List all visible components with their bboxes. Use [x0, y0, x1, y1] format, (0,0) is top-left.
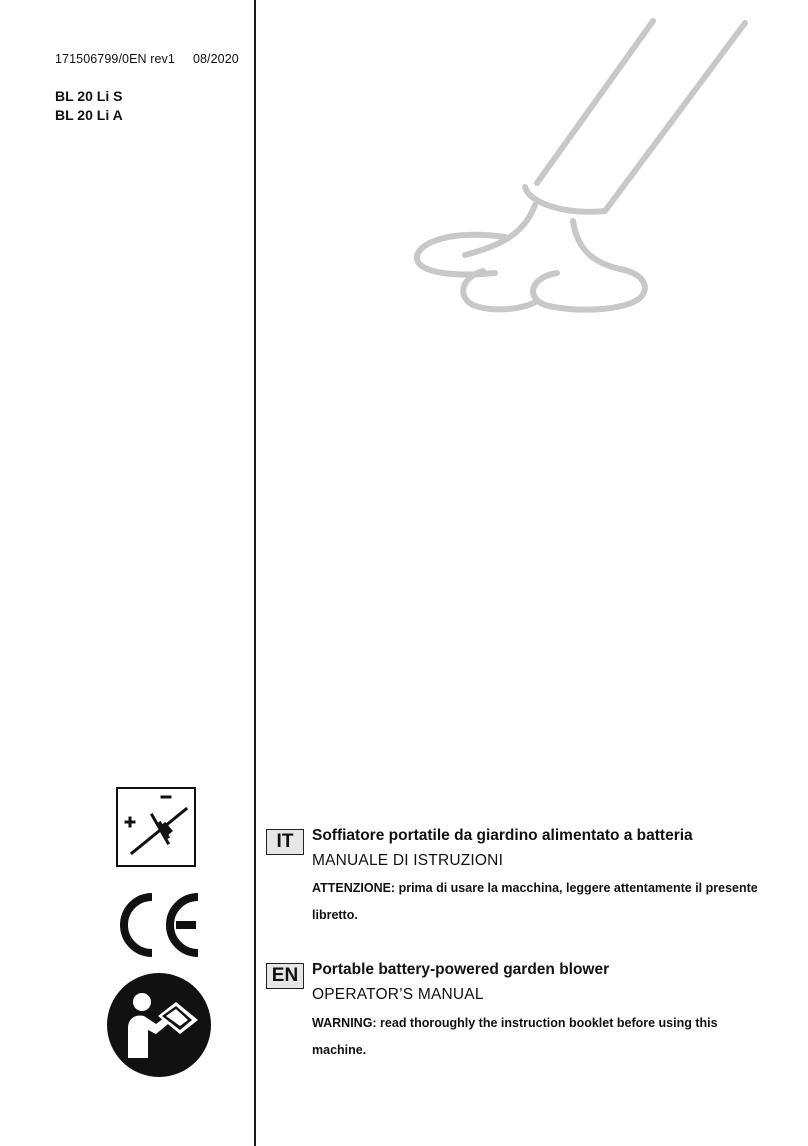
- vertical-divider: [254, 0, 256, 1146]
- manual-subtitle-it: MANUALE DI ISTRUZIONI: [312, 852, 504, 869]
- read-manual-icon: [106, 972, 212, 1078]
- manual-subtitle-en: OPERATOR’S MANUAL: [312, 986, 484, 1003]
- language-badge-it: IT: [266, 829, 304, 855]
- doc-date: 08/2020: [192, 52, 239, 66]
- ce-mark-icon: [112, 893, 202, 957]
- product-title-en: Portable battery-powered garden blower: [312, 961, 610, 978]
- document-code: [55, 52, 239, 66]
- language-badge-en: EN: [266, 963, 304, 989]
- model-name: BL 20 Li A: [55, 107, 123, 123]
- battery-polarity-icon: [116, 787, 196, 867]
- warning-body: prima di usare la macchina, leggere attentamente il presente libretto.: [312, 881, 758, 922]
- doc-code: 171506799/0EN rev1: [55, 52, 175, 66]
- model-name: BL 20 Li S: [55, 88, 123, 104]
- warning-text-it: [312, 875, 772, 929]
- warning-body: read thoroughly the instruction booklet before using this machine.: [312, 1016, 718, 1057]
- warning-label: ATTENZIONE:: [312, 881, 396, 895]
- warning-label: WARNING:: [312, 1016, 377, 1030]
- warning-text-en: [312, 1010, 762, 1064]
- product-title-it: Soffiatore portatile da giardino alimentato a batteria: [312, 827, 693, 844]
- garden-blower-nozzle-icon: [405, 15, 750, 325]
